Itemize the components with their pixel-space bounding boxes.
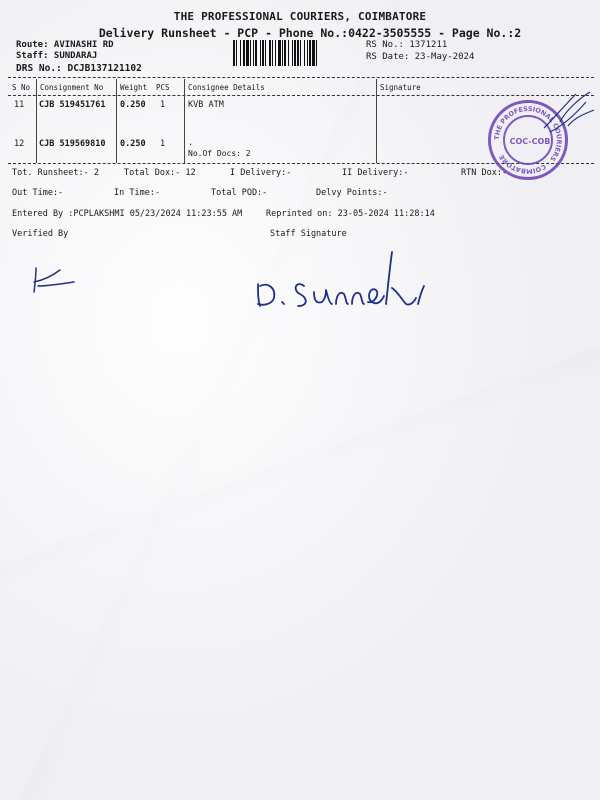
verifier-initials — [30, 262, 78, 298]
entered-by: Entered By :PCPLAKSHMI 05/23/2024 11:23:55 AM — [12, 209, 243, 219]
column-divider — [184, 79, 185, 163]
company-name: THE PROFESSIONAL COURIERS, COIMBATORE — [173, 10, 427, 23]
table-header-rule — [8, 95, 594, 96]
row-consignment-no: CJB 519569810 — [39, 139, 106, 149]
first-delivery: I Delivery:- — [230, 168, 292, 178]
header-weight: Weight — [120, 83, 148, 92]
svg-text:THE PROFESSIONAL COURIERS - CO: THE PROFESSIONAL COURIERS - COIMBATORE — [492, 104, 564, 176]
row-pcs: 1 — [160, 139, 166, 149]
rtn-dox: RTN Dox:- — [461, 168, 508, 178]
column-divider — [376, 79, 377, 163]
row-doc-count: No.Of Docs: 2 — [188, 149, 251, 158]
delvy-points: Delvy Points:- — [316, 188, 388, 198]
row-consignee: . — [188, 138, 194, 148]
row-sno: 12 — [14, 139, 25, 149]
in-time: In Time:- — [114, 188, 161, 198]
table-top-rule — [8, 77, 594, 78]
staff-signature — [252, 246, 452, 318]
stamp-center-text: COC-COB — [509, 137, 551, 146]
total-dox: Total Dox:- 12 — [124, 168, 196, 178]
rs-date: RS Date: 23-May-2024 — [366, 52, 475, 62]
runsheet-title: Delivery Runsheet - PCP - Phone No.:0422-3505555 - Page No.:2 — [98, 26, 522, 40]
column-divider — [36, 79, 37, 163]
header-signature: Signature — [380, 83, 421, 92]
staff-label: Staff: SUNDARAJ — [16, 51, 98, 61]
header-pcs: PCS — [156, 83, 170, 92]
second-delivery: II Delivery:- — [342, 168, 409, 178]
drs-number: DRS No.: DCJB137121102 — [16, 63, 142, 74]
column-divider — [116, 79, 117, 163]
rs-number: RS No.: 1371211 — [366, 40, 448, 50]
total-pod: Total POD:- — [211, 188, 268, 198]
verified-by-label: Verified By — [12, 229, 69, 239]
reprinted-on: Reprinted on: 23-05-2024 11:28:14 — [266, 209, 435, 219]
route-label: Route: AVINASHI RD — [16, 40, 114, 50]
out-time: Out Time:- — [12, 188, 64, 198]
row-weight: 0.250 — [120, 100, 146, 110]
header-consignment: Consignment No — [40, 83, 104, 92]
row-pcs: 1 — [160, 100, 166, 110]
staff-signature-label: Staff Signature — [270, 229, 347, 239]
row-consignment-no: CJB 519451761 — [39, 100, 106, 110]
row-consignee: KVB ATM — [188, 100, 224, 110]
header-consignee: Consignee Details — [188, 83, 265, 92]
barcode-image — [233, 40, 358, 66]
header-sno: S No — [12, 83, 31, 92]
row-weight: 0.250 — [120, 139, 146, 149]
row-sno: 11 — [14, 100, 25, 110]
tot-runsheet: Tot. Runsheet:- 2 — [12, 168, 99, 178]
handwritten-signature-mark — [540, 88, 596, 138]
barcode-bar — [317, 40, 319, 66]
